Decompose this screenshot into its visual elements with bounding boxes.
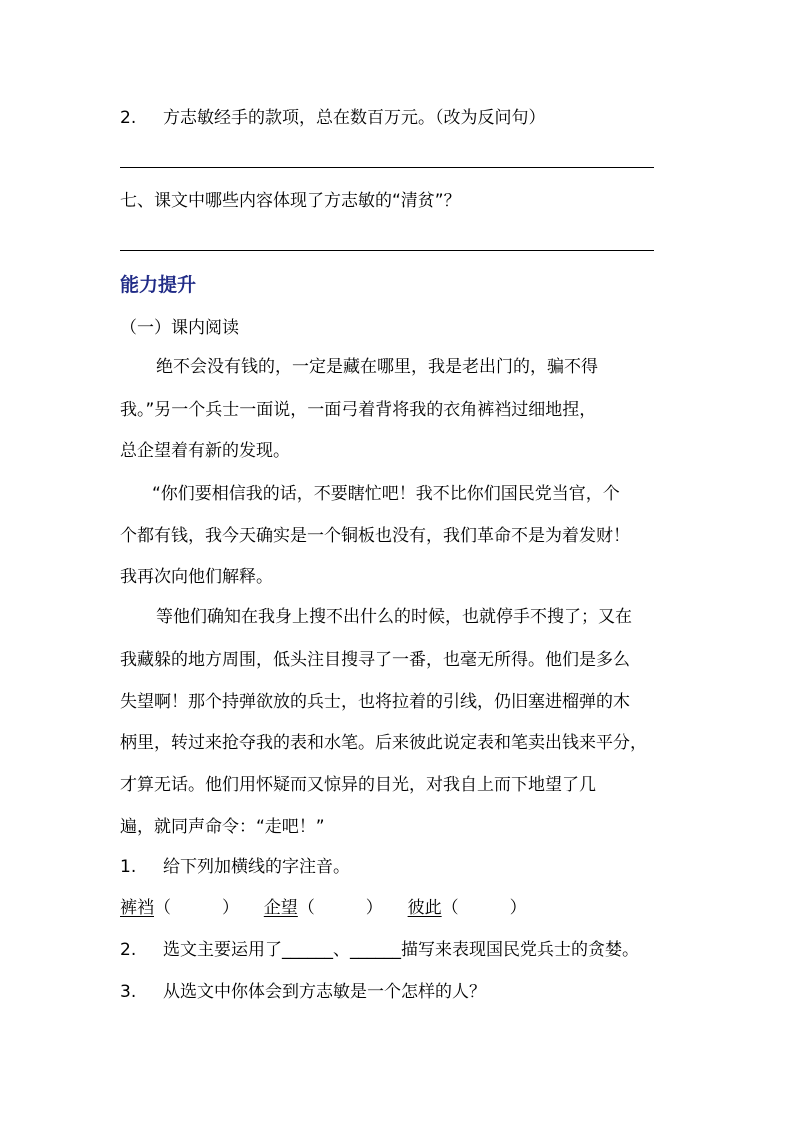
answer-line [120, 250, 654, 251]
question-2-rewrite [120, 108, 546, 128]
question-text: 方志敏经手的款项，总在数百万元。（改为反问句） [163, 108, 546, 128]
passage-line: 我藏躲的地方周围，低头注目搜寻了一番，也毫无所得。他们是多么 [120, 650, 630, 670]
underlined-word: 彼此 [407, 898, 442, 918]
passage-line: “你们要相信我的话，不要瞎忙吧！我不比你们国民党当官，个 [152, 484, 620, 504]
underlined-word: 企望 [263, 898, 298, 918]
passage-line: 绝不会没有钱的，一定是藏在哪里，我是老出门的，骗不得 [156, 357, 598, 377]
pinyin-item [264, 898, 388, 918]
answer-paren: （ ） [154, 898, 239, 918]
question-7: 七、课文中哪些内容体现了方志敏的“清贫”？ [120, 191, 461, 211]
question-number: 3. [120, 982, 137, 1002]
question-text: 给下列加横线的字注音。 [163, 857, 351, 877]
question-text: 选文主要运用了______、______描写来表现国民党兵士的贪婪。 [163, 940, 640, 960]
answer-paren: （ ） [441, 898, 527, 918]
passage-line: 总企望着有新的发现。 [120, 441, 290, 461]
passage-line: 我再次向他们解释。 [120, 567, 273, 587]
passage-line: 柄里，转过来抢夺我的表和水笔。后来彼此说定表和笔卖出钱来平分， [120, 733, 647, 753]
question-number: 1. [120, 857, 137, 877]
section-heading: 能力提升 [120, 274, 197, 296]
question-2 [120, 940, 639, 960]
pinyin-item [408, 898, 527, 918]
passage-line: 个都有钱，我今天确实是一个铜板也没有，我们革命不是为着发财！ [120, 526, 630, 546]
passage-line: 失望啊！那个持弹欲放的兵士，也将拉着的引线，仍旧塞进榴弹的木 [120, 692, 630, 712]
passage-line: 等他们确知在我身上搜不出什么的时候，也就停手不搜了；又在 [156, 607, 632, 627]
underlined-word: 裤裆 [120, 898, 154, 918]
reading-label: （一）课内阅读 [120, 318, 239, 338]
passage-line [120, 400, 596, 420]
question-number: 2. [120, 940, 137, 960]
question-text: 从选文中你体会到方志敏是一个怎样的人？ [163, 982, 487, 1002]
pinyin-items [120, 898, 527, 918]
passage-line: 遍，就同声命令：“走吧！” [120, 817, 325, 837]
passage-text: 我。”另一个兵士一面说，一面弓着背将我的衣角裤裆过细地捏， [120, 400, 597, 420]
answer-paren: （ ） [297, 898, 383, 918]
pinyin-item [120, 898, 244, 918]
answer-line [120, 167, 654, 168]
passage-line: 才算无话。他们用怀疑而又惊异的目光，对我自上而下地望了几 [120, 775, 596, 795]
question-1 [120, 857, 350, 877]
question-number: 2. [120, 108, 137, 128]
question-3 [120, 982, 486, 1002]
